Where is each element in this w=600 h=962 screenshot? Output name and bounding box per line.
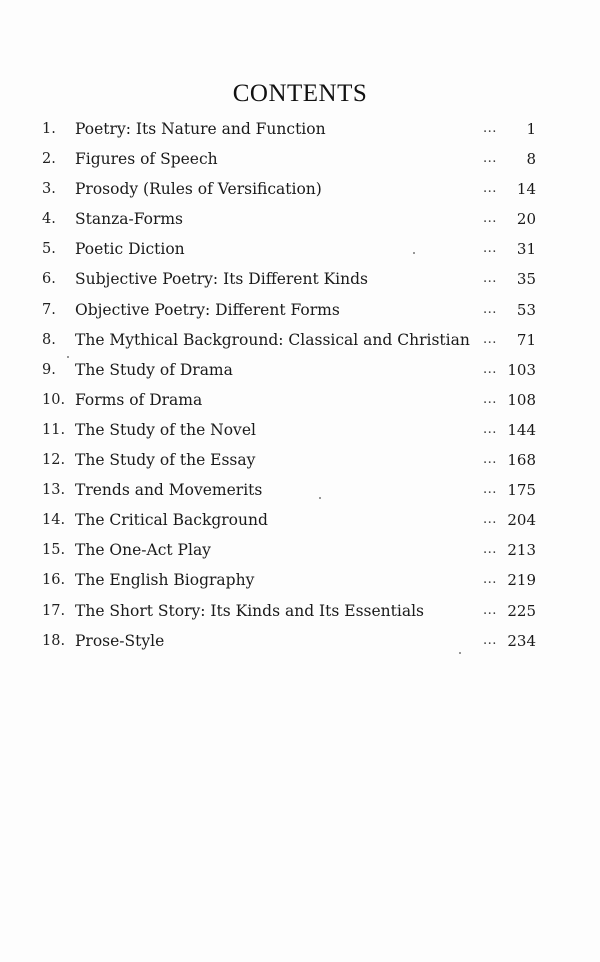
entry-page-number: 144 bbox=[507, 420, 536, 439]
toc-entry bbox=[0, 385, 600, 415]
entry-title: Subjective Poetry: Its Different Kinds bbox=[75, 270, 368, 289]
entry-number: 6. bbox=[42, 271, 56, 288]
print-speck bbox=[413, 252, 415, 254]
entry-title: The Study of Drama bbox=[75, 360, 233, 379]
dot-leader: ... bbox=[483, 482, 497, 498]
entry-title: Objective Poetry: Different Forms bbox=[75, 300, 340, 319]
entry-page-number: 175 bbox=[507, 481, 536, 500]
toc-entry bbox=[0, 415, 600, 445]
table-of-contents bbox=[0, 114, 600, 656]
toc-entry bbox=[0, 475, 600, 505]
toc-entry bbox=[0, 295, 600, 325]
entry-page-number: 14 bbox=[516, 180, 536, 199]
entry-number: 5. bbox=[42, 241, 56, 258]
dot-leader: ... bbox=[483, 151, 497, 167]
entry-number: 14. bbox=[42, 512, 66, 529]
entry-number: 8. bbox=[42, 331, 56, 348]
entry-page-number: 20 bbox=[516, 210, 536, 229]
dot-leader: ... bbox=[483, 271, 497, 287]
entry-page-number: 31 bbox=[516, 240, 536, 259]
entry-number: 11. bbox=[42, 421, 66, 438]
entry-title: Poetry: Its Nature and Function bbox=[75, 120, 326, 138]
dot-leader: ... bbox=[483, 421, 497, 437]
toc-entry bbox=[0, 264, 600, 294]
toc-entry bbox=[0, 535, 600, 565]
entry-title: The Study of the Essay bbox=[75, 451, 256, 470]
entry-title: The Critical Background bbox=[75, 511, 268, 530]
toc-entry bbox=[0, 234, 600, 264]
entry-page-number: 108 bbox=[507, 390, 536, 409]
entry-title: Stanza-Forms bbox=[75, 210, 184, 229]
entry-title: Poetic Diction bbox=[75, 240, 185, 259]
dot-leader: ... bbox=[483, 542, 497, 558]
dot-leader: ... bbox=[483, 331, 497, 347]
toc-entry bbox=[0, 626, 600, 656]
entry-page-number: 1 bbox=[526, 120, 536, 138]
toc-entry bbox=[0, 565, 600, 595]
contents-heading: CONTENTS bbox=[232, 80, 368, 107]
entry-number: 3. bbox=[42, 181, 56, 198]
entry-title: Figures of Speech bbox=[75, 150, 218, 169]
entry-title: The Study of the Novel bbox=[75, 420, 256, 439]
entry-page-number: 234 bbox=[507, 631, 536, 650]
entry-title: The Short Story: Its Kinds and Its Essentials bbox=[75, 601, 424, 620]
entry-page-number: 219 bbox=[507, 571, 536, 590]
print-speck bbox=[67, 356, 69, 358]
entry-number: 10. bbox=[42, 391, 66, 408]
dot-leader: ... bbox=[483, 391, 497, 407]
dot-leader: ... bbox=[483, 181, 497, 197]
dot-leader: ... bbox=[483, 632, 497, 648]
toc-entry bbox=[0, 144, 600, 174]
dot-leader: ... bbox=[483, 121, 497, 136]
print-speck bbox=[319, 497, 321, 499]
toc-entry bbox=[0, 505, 600, 535]
toc-entry bbox=[0, 445, 600, 475]
entry-number: 16. bbox=[42, 572, 66, 589]
entry-number: 15. bbox=[42, 542, 66, 559]
entry-page-number: 204 bbox=[507, 511, 536, 530]
entry-number: 2. bbox=[42, 151, 56, 168]
entry-number: 13. bbox=[42, 482, 66, 499]
entry-page-number: 168 bbox=[507, 451, 536, 470]
entry-title: Forms of Drama bbox=[75, 390, 203, 409]
entry-page-number: 53 bbox=[516, 300, 536, 319]
entry-title: Prosody (Rules of Versification) bbox=[75, 180, 322, 199]
entry-title: Trends and Movemerits bbox=[75, 481, 263, 500]
entry-number: 17. bbox=[42, 602, 66, 619]
entry-page-number: 8 bbox=[526, 150, 536, 169]
dot-leader: ... bbox=[483, 301, 497, 317]
dot-leader: ... bbox=[483, 361, 497, 377]
entry-number: 1. bbox=[42, 121, 56, 137]
entry-number: 7. bbox=[42, 301, 56, 318]
toc-entry bbox=[0, 204, 600, 234]
dot-leader: ... bbox=[483, 512, 497, 528]
entry-title: Prose-Style bbox=[75, 631, 165, 650]
dot-leader: ... bbox=[483, 572, 497, 588]
entry-title: The Mythical Background: Classical and Christian bbox=[75, 330, 470, 349]
toc-entry bbox=[0, 355, 600, 385]
print-speck bbox=[459, 652, 461, 654]
toc-entry bbox=[0, 325, 600, 355]
dot-leader: ... bbox=[483, 602, 497, 618]
entry-page-number: 225 bbox=[507, 601, 536, 620]
entry-number: 12. bbox=[42, 452, 66, 469]
toc-entry bbox=[0, 596, 600, 626]
dot-leader: ... bbox=[483, 241, 497, 257]
entry-page-number: 103 bbox=[507, 360, 536, 379]
entry-number: 9. bbox=[42, 361, 56, 378]
entry-page-number: 213 bbox=[507, 541, 536, 560]
toc-entry bbox=[0, 174, 600, 204]
entry-page-number: 35 bbox=[516, 270, 536, 289]
entry-number: 4. bbox=[42, 211, 56, 228]
dot-leader: ... bbox=[483, 452, 497, 468]
entry-title: The One-Act Play bbox=[75, 541, 211, 560]
dot-leader: ... bbox=[483, 211, 497, 227]
toc-entry bbox=[0, 114, 600, 144]
entry-title: The English Biography bbox=[75, 571, 255, 590]
entry-number: 18. bbox=[42, 632, 66, 649]
entry-page-number: 71 bbox=[516, 330, 536, 349]
